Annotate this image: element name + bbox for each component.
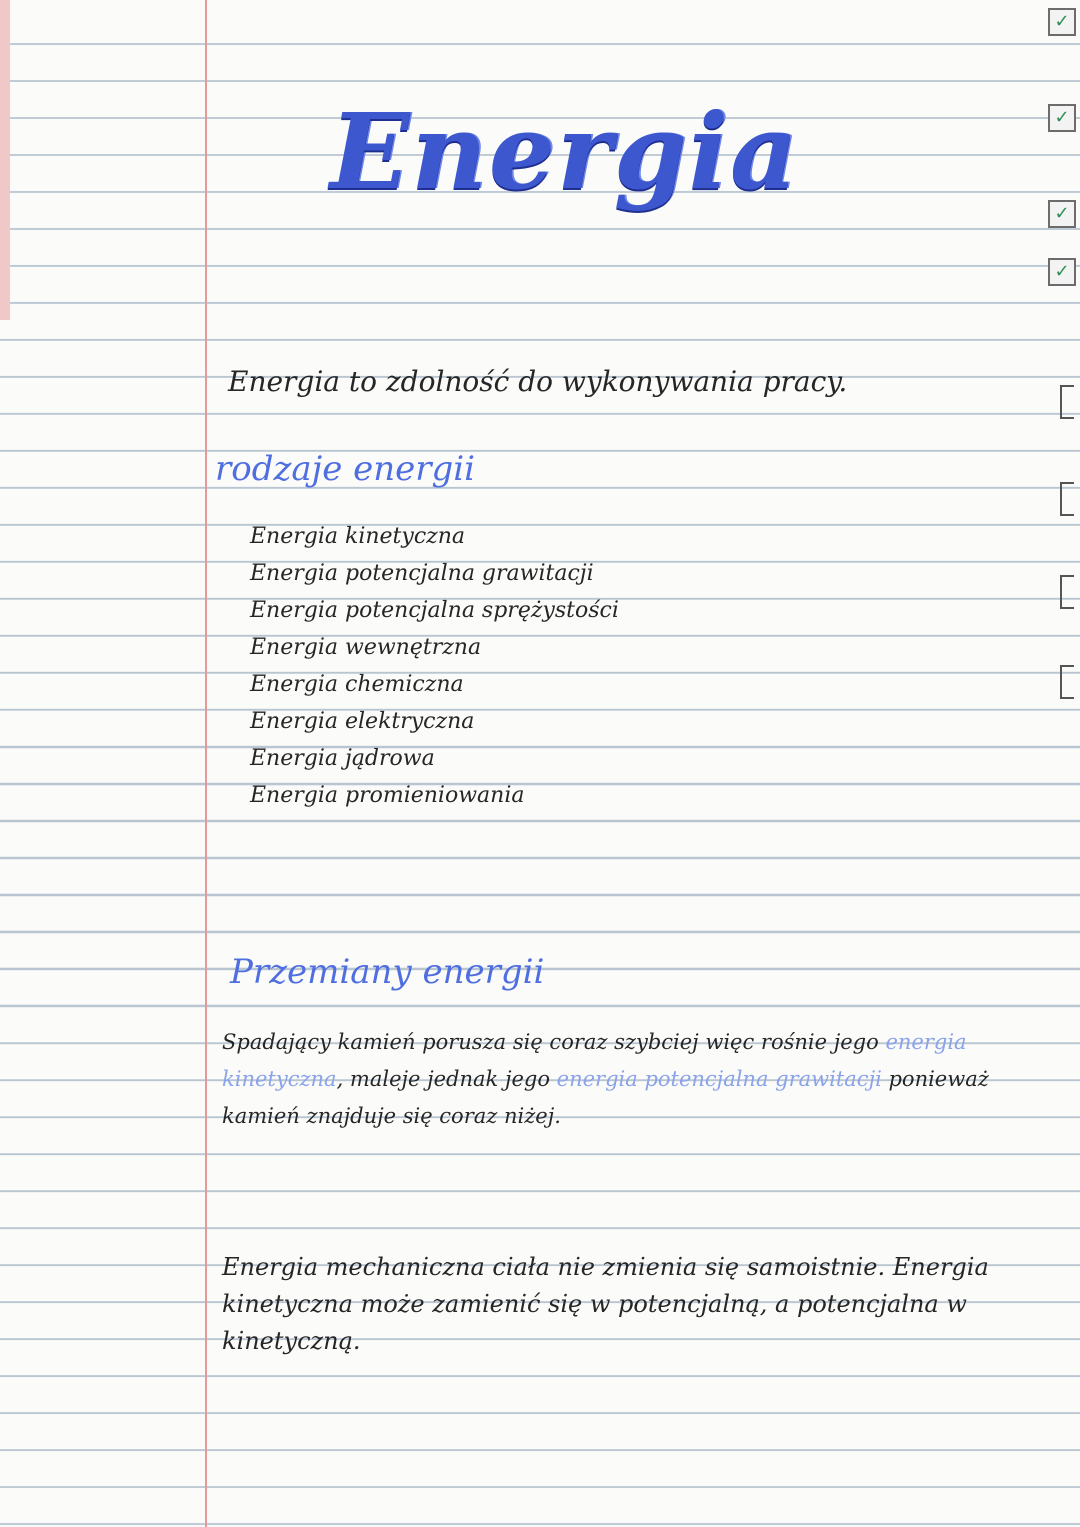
energy-types-list bbox=[250, 518, 619, 814]
list-item: Energia potencjalna grawitacji bbox=[250, 561, 594, 586]
checkmark-icon: ✓ bbox=[1048, 258, 1076, 286]
highlight-kinetic: energia kinetyczna bbox=[222, 1030, 967, 1091]
checkmark-icon: ✓ bbox=[1048, 104, 1076, 132]
list-item: Energia elektryczna bbox=[250, 709, 475, 734]
page-title: Energia bbox=[330, 90, 800, 213]
list-item: Energia potencjalna sprężystości bbox=[250, 598, 619, 623]
list-item: Energia promieniowania bbox=[250, 783, 525, 808]
list-item: Energia jądrowa bbox=[250, 746, 435, 771]
definition-text: Energia to zdolność do wykonywania pracy. bbox=[228, 365, 848, 398]
paragraph-text: Spadający kamień porusza się coraz szybciej więc rośnie jego bbox=[222, 1030, 879, 1054]
mechanical-energy-paragraph: Energia mechaniczna ciała nie zmienia się samoistnie. Energia kinetyczna może zamienić się w potencjalną, a potencjalna w kinetyczną. bbox=[222, 1253, 989, 1355]
checkmark-icon: ✓ bbox=[1048, 200, 1076, 228]
page-edge-strip bbox=[0, 0, 10, 320]
paragraph-text: ponieważ kamień znajduje się coraz niżej. bbox=[222, 1067, 989, 1128]
list-item: Energia chemiczna bbox=[250, 672, 464, 697]
margin-line bbox=[205, 0, 207, 1527]
list-item: Energia wewnętrzna bbox=[250, 635, 482, 660]
bracket-icon bbox=[1060, 665, 1074, 699]
bracket-icon bbox=[1060, 385, 1074, 419]
types-heading: rodzaje energii bbox=[215, 449, 476, 489]
transformations-heading: Przemiany energii bbox=[230, 952, 545, 992]
paragraph-text: , maleje jednak jego bbox=[336, 1067, 550, 1091]
checkmark-icon: ✓ bbox=[1048, 8, 1076, 36]
page-edge-marks bbox=[1046, 0, 1080, 720]
transformation-paragraph bbox=[222, 1024, 1002, 1135]
bracket-icon bbox=[1060, 575, 1074, 609]
bracket-icon bbox=[1060, 482, 1074, 516]
highlight-potential: energia potencjalna grawitacji bbox=[556, 1067, 882, 1091]
list-item: Energia kinetyczna bbox=[250, 524, 466, 549]
